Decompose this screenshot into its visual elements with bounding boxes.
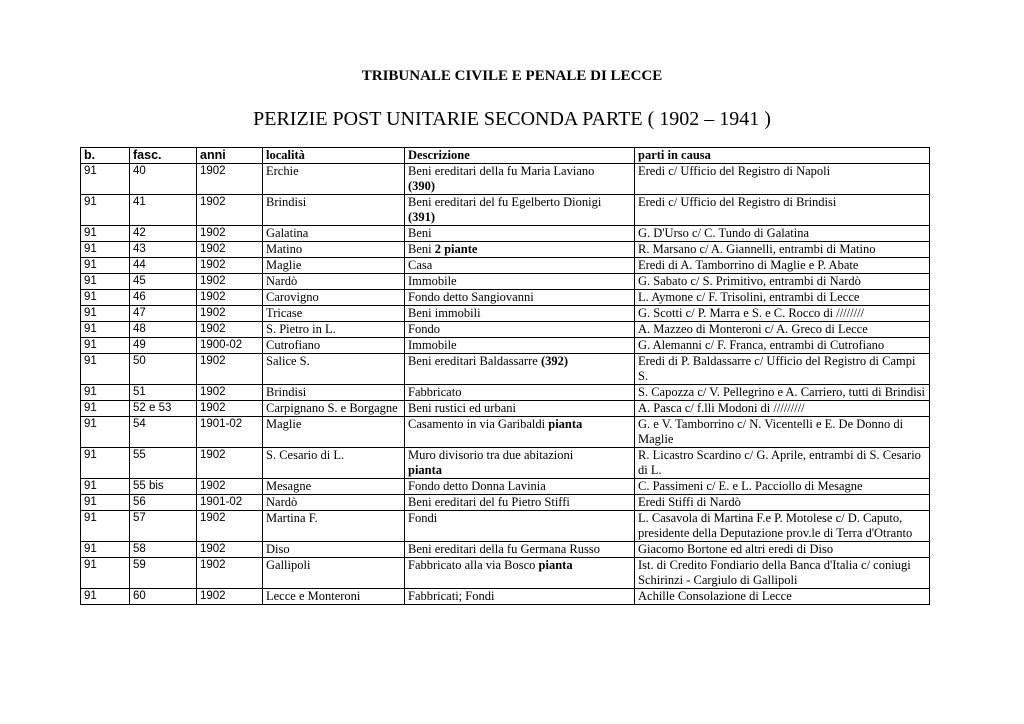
- cell-b: 91: [81, 258, 130, 274]
- cell-fasc: 60: [130, 589, 197, 605]
- court-title: TRIBUNALE CIVILE E PENALE DI LECCE: [361, 68, 663, 84]
- cell-parti: C. Passimeni c/ E. e L. Pacciollo di Mesagne: [635, 479, 930, 495]
- cell-anni: 1902: [197, 401, 263, 417]
- cell-parti: G. Sabato c/ S. Primitivo, entrambi di Nardò: [635, 274, 930, 290]
- cell-descrizione: [405, 542, 635, 558]
- cell-parti: Giacomo Bortone ed altri eredi di Diso: [635, 542, 930, 558]
- cell-descrizione: [405, 290, 635, 306]
- cell-anni: 1902: [197, 195, 263, 226]
- cell-fasc: 55 bis: [130, 479, 197, 495]
- cell-b: 91: [81, 511, 130, 542]
- col-header-localita: località: [263, 148, 405, 164]
- descrizione-text: Beni immobili: [408, 306, 481, 320]
- descrizione-bold-note: 2 piante: [434, 242, 478, 256]
- cell-descrizione: [405, 448, 635, 479]
- descrizione-text: Fabbricato: [408, 385, 462, 399]
- cell-anni: 1901-02: [197, 417, 263, 448]
- table-row: [81, 195, 930, 226]
- cell-b: 91: [81, 306, 130, 322]
- cell-b: 91: [81, 558, 130, 589]
- descrizione-bold-note: pianta: [408, 463, 443, 477]
- cell-localita: Mesagne: [263, 479, 405, 495]
- cell-descrizione: [405, 226, 635, 242]
- descrizione-text: Beni rustici ed urbani: [408, 401, 516, 415]
- cell-parti: A. Pasca c/ f.lli Modoni di /////////: [635, 401, 930, 417]
- cell-localita: Salice S.: [263, 354, 405, 385]
- cell-descrizione: [405, 495, 635, 511]
- cell-localita: S. Cesario di L.: [263, 448, 405, 479]
- cell-fasc: 44: [130, 258, 197, 274]
- descrizione-text: Immobile: [408, 338, 457, 352]
- descrizione-text: Fabbricato alla via Bosco: [408, 558, 539, 572]
- cell-fasc: 50: [130, 354, 197, 385]
- cell-localita: Diso: [263, 542, 405, 558]
- cell-b: 91: [81, 242, 130, 258]
- cell-descrizione: [405, 274, 635, 290]
- cell-fasc: 41: [130, 195, 197, 226]
- table-row: [81, 258, 930, 274]
- cell-localita: Martina F.: [263, 511, 405, 542]
- cell-b: 91: [81, 448, 130, 479]
- descrizione-text: Beni ereditari del fu Pietro Stiffi: [408, 495, 570, 509]
- table-row: [81, 385, 930, 401]
- cell-b: 91: [81, 385, 130, 401]
- cell-anni: 1902: [197, 164, 263, 195]
- descrizione-text: Fondo: [408, 322, 440, 336]
- table-row: [81, 322, 930, 338]
- table-row: [81, 448, 930, 479]
- descrizione-text: Beni: [408, 242, 435, 256]
- cell-parti: G. Alemanni c/ F. Franca, entrambi di Cutrofiano: [635, 338, 930, 354]
- cell-b: 91: [81, 479, 130, 495]
- cell-anni: 1902: [197, 558, 263, 589]
- cell-fasc: 56: [130, 495, 197, 511]
- descrizione-text: Fondi: [408, 511, 438, 525]
- cell-b: 91: [81, 290, 130, 306]
- col-header-fasc: fasc.: [130, 148, 197, 164]
- cell-fasc: 54: [130, 417, 197, 448]
- table-body: [81, 164, 930, 605]
- cell-fasc: 42: [130, 226, 197, 242]
- table-row: [81, 306, 930, 322]
- cell-parti: Eredi Stiffi di Nardò: [635, 495, 930, 511]
- cell-descrizione: [405, 479, 635, 495]
- cell-anni: 1902: [197, 448, 263, 479]
- col-header-anni: anni: [197, 148, 263, 164]
- cell-parti: Eredi c/ Ufficio del Registro di Brindisi: [635, 195, 930, 226]
- table-row: [81, 589, 930, 605]
- table-row: [81, 479, 930, 495]
- perizie-table: [80, 147, 930, 605]
- cell-descrizione: [405, 417, 635, 448]
- cell-b: 91: [81, 195, 130, 226]
- cell-descrizione: [405, 589, 635, 605]
- cell-b: 91: [81, 542, 130, 558]
- cell-anni: 1902: [197, 274, 263, 290]
- cell-b: 91: [81, 226, 130, 242]
- collection-title: PERIZIE POST UNITARIE SECONDA PARTE ( 1902 – 1941 ): [253, 108, 771, 130]
- cell-parti: Eredi di A. Tamborrino di Maglie e P. Abate: [635, 258, 930, 274]
- cell-localita: S. Pietro in L.: [263, 322, 405, 338]
- col-header-descrizione: Descrizione: [405, 148, 635, 164]
- cell-anni: 1902: [197, 511, 263, 542]
- cell-localita: Maglie: [263, 258, 405, 274]
- table-row: [81, 511, 930, 542]
- cell-parti: Eredi di P. Baldassarre c/ Ufficio del Registro di Campi S.: [635, 354, 930, 385]
- cell-fasc: 46: [130, 290, 197, 306]
- cell-anni: 1902: [197, 542, 263, 558]
- cell-localita: Brindisi: [263, 385, 405, 401]
- cell-descrizione: [405, 258, 635, 274]
- descrizione-text: Beni ereditari della fu Maria Laviano: [408, 164, 595, 178]
- cell-localita: Gallipoli: [263, 558, 405, 589]
- cell-localita: Carovigno: [263, 290, 405, 306]
- cell-localita: Maglie: [263, 417, 405, 448]
- cell-parti: A. Mazzeo di Monteroni c/ A. Greco di Lecce: [635, 322, 930, 338]
- cell-anni: 1902: [197, 290, 263, 306]
- table-row: [81, 558, 930, 589]
- cell-parti: R. Licastro Scardino c/ G. Aprile, entrambi di S. Cesario di L.: [635, 448, 930, 479]
- cell-parti: G. Scotti c/ P. Marra e S. e C. Rocco di ////////: [635, 306, 930, 322]
- cell-fasc: 57: [130, 511, 197, 542]
- table-header-row: [81, 148, 930, 164]
- cell-fasc: 58: [130, 542, 197, 558]
- table-row: [81, 338, 930, 354]
- descrizione-text: Beni ereditari del fu Egelberto Dionigi: [408, 195, 602, 209]
- descrizione-text: Casamento in via Garibaldi: [408, 417, 549, 431]
- cell-descrizione: [405, 164, 635, 195]
- cell-parti: L. Aymone c/ F. Trisolini, entrambi di Lecce: [635, 290, 930, 306]
- col-header-b: b.: [81, 148, 130, 164]
- cell-anni: 1902: [197, 479, 263, 495]
- descrizione-text: Beni ereditari Baldassarre: [408, 354, 541, 368]
- cell-fasc: 40: [130, 164, 197, 195]
- table-row: [81, 354, 930, 385]
- cell-parti: Achille Consolazione di Lecce: [635, 589, 930, 605]
- cell-descrizione: [405, 354, 635, 385]
- cell-descrizione: [405, 558, 635, 589]
- cell-anni: 1902: [197, 226, 263, 242]
- cell-anni: 1902: [197, 242, 263, 258]
- cell-parti: G. D'Urso c/ C. Tundo di Galatina: [635, 226, 930, 242]
- cell-parti: S. Capozza c/ V. Pellegrino e A. Carriero, tutti di Brindisi: [635, 385, 930, 401]
- cell-descrizione: [405, 511, 635, 542]
- table-row: [81, 401, 930, 417]
- descrizione-bold-note: pianta: [538, 558, 573, 572]
- table-row: [81, 242, 930, 258]
- cell-descrizione: [405, 385, 635, 401]
- cell-b: 91: [81, 322, 130, 338]
- cell-descrizione: [405, 195, 635, 226]
- descrizione-text: Beni: [408, 226, 432, 240]
- cell-anni: 1902: [197, 354, 263, 385]
- cell-localita: Lecce e Monteroni: [263, 589, 405, 605]
- descrizione-bold-note: pianta: [548, 417, 583, 431]
- cell-b: 91: [81, 354, 130, 385]
- descrizione-text: Fondo detto Donna Lavinia: [408, 479, 546, 493]
- cell-parti: Eredi c/ Ufficio del Registro di Napoli: [635, 164, 930, 195]
- cell-fasc: 49: [130, 338, 197, 354]
- table-row: [81, 290, 930, 306]
- cell-fasc: 48: [130, 322, 197, 338]
- cell-parti: G. e V. Tamborrino c/ N. Vicentelli e E. De Donno di Maglie: [635, 417, 930, 448]
- descrizione-text: Beni ereditari della fu Germana Russo: [408, 542, 600, 556]
- cell-anni: 1902: [197, 306, 263, 322]
- cell-fasc: 47: [130, 306, 197, 322]
- cell-fasc: 55: [130, 448, 197, 479]
- cell-anni: 1902: [197, 322, 263, 338]
- cell-descrizione: [405, 242, 635, 258]
- cell-anni: 1902: [197, 385, 263, 401]
- descrizione-text: Immobile: [408, 274, 457, 288]
- table-row: [81, 542, 930, 558]
- cell-descrizione: [405, 401, 635, 417]
- cell-parti: R. Marsano c/ A. Giannelli, entrambi di Matino: [635, 242, 930, 258]
- table-row: [81, 274, 930, 290]
- table-row: [81, 226, 930, 242]
- cell-localita: Nardò: [263, 495, 405, 511]
- cell-anni: 1901-02: [197, 495, 263, 511]
- cell-b: 91: [81, 164, 130, 195]
- descrizione-text: Fabbricati; Fondi: [408, 589, 495, 603]
- cell-descrizione: [405, 322, 635, 338]
- descrizione-bold-note: (391): [408, 210, 436, 224]
- cell-localita: Matino: [263, 242, 405, 258]
- descrizione-text: Fondo detto Sangiovanni: [408, 290, 534, 304]
- cell-fasc: 51: [130, 385, 197, 401]
- cell-fasc: 43: [130, 242, 197, 258]
- cell-fasc: 59: [130, 558, 197, 589]
- table-row: [81, 417, 930, 448]
- cell-descrizione: [405, 338, 635, 354]
- cell-localita: Erchie: [263, 164, 405, 195]
- cell-localita: Brindisi: [263, 195, 405, 226]
- cell-anni: 1902: [197, 258, 263, 274]
- cell-b: 91: [81, 589, 130, 605]
- descrizione-text: Casa: [408, 258, 433, 272]
- descrizione-bold-note: (392): [540, 354, 569, 368]
- descrizione-text: Muro divisorio tra due abitazioni: [408, 448, 574, 462]
- cell-parti: Ist. di Credito Fondiario della Banca d'Italia c/ coniugi Schirinzi - Cargiulo di Gallipoli: [635, 558, 930, 589]
- cell-b: 91: [81, 274, 130, 290]
- descrizione-bold-note: (390): [408, 179, 436, 193]
- cell-b: 91: [81, 401, 130, 417]
- table-row: [81, 164, 930, 195]
- cell-localita: Cutrofiano: [263, 338, 405, 354]
- cell-b: 91: [81, 495, 130, 511]
- cell-localita: Carpignano S. e Borgagne: [263, 401, 405, 417]
- cell-localita: Nardò: [263, 274, 405, 290]
- col-header-parti: parti in causa: [635, 148, 930, 164]
- table-row: [81, 495, 930, 511]
- cell-localita: Tricase: [263, 306, 405, 322]
- cell-fasc: 52 e 53: [130, 401, 197, 417]
- cell-anni: 1902: [197, 589, 263, 605]
- cell-fasc: 45: [130, 274, 197, 290]
- cell-b: 91: [81, 338, 130, 354]
- cell-b: 91: [81, 417, 130, 448]
- cell-descrizione: [405, 306, 635, 322]
- cell-localita: Galatina: [263, 226, 405, 242]
- cell-parti: L. Casavola di Martina F.e P. Motolese c/ D. Caputo, presidente della Deputazione prov.le di Terra d'Otranto: [635, 511, 930, 542]
- cell-anni: 1900-02: [197, 338, 263, 354]
